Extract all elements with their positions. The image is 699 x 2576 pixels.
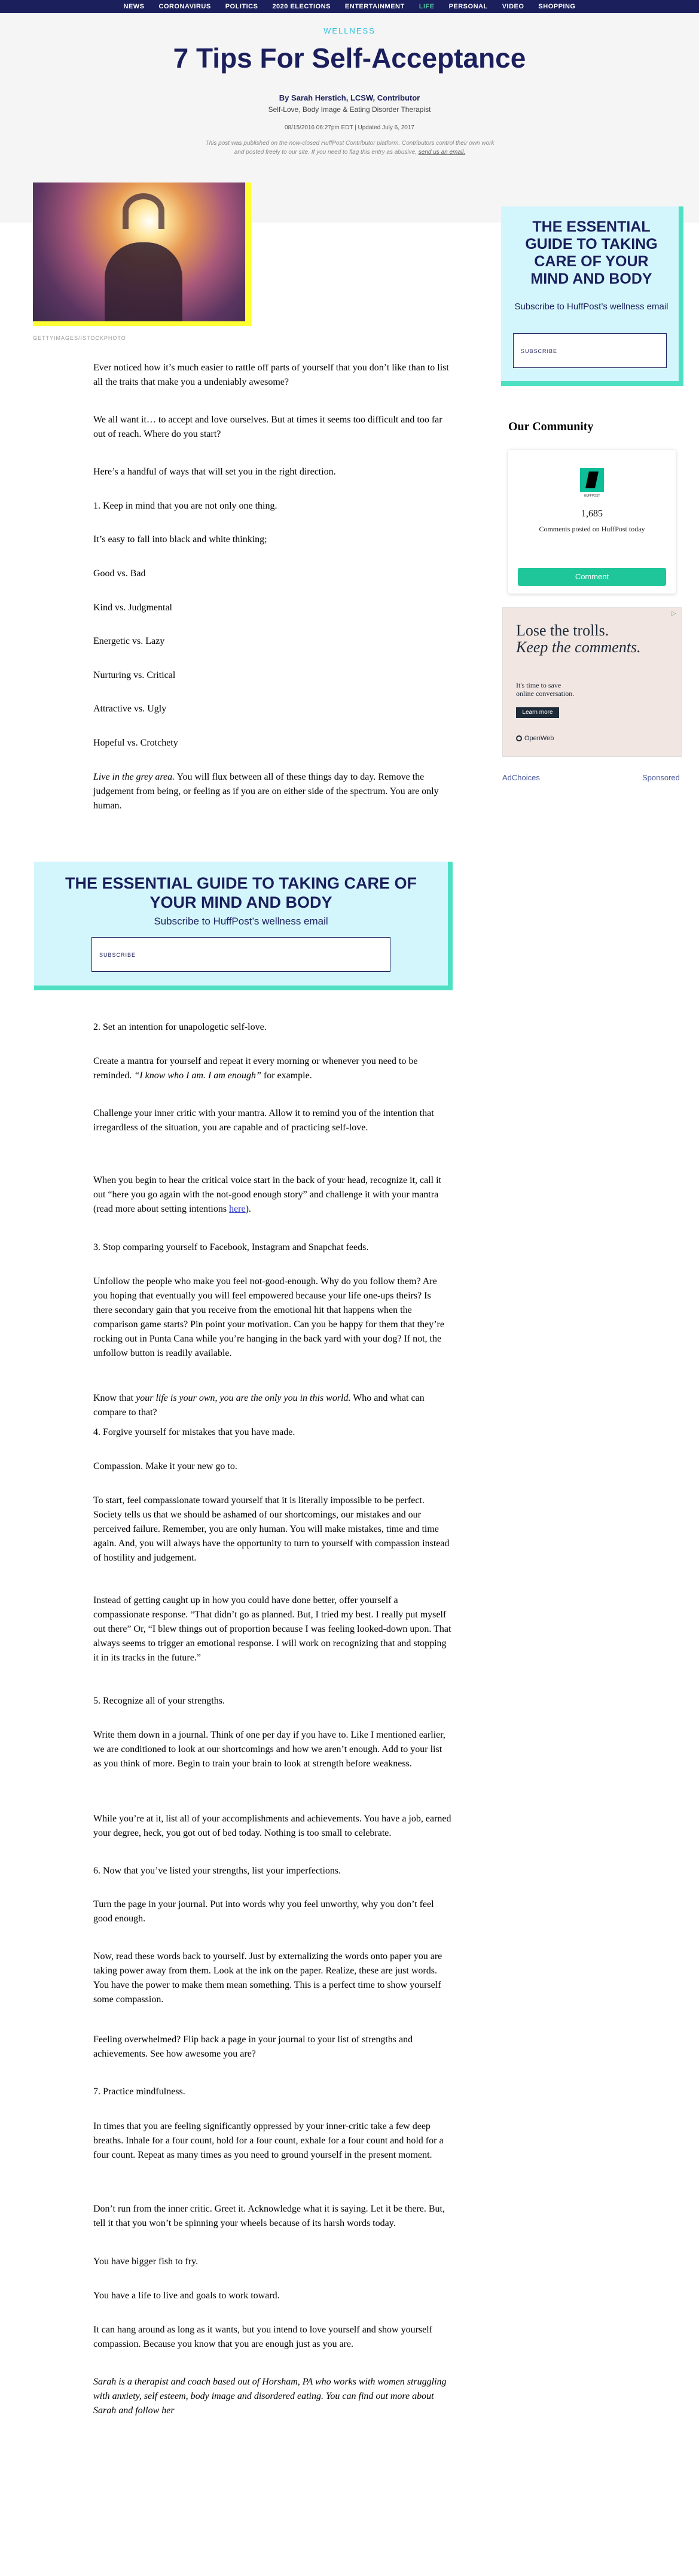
paragraph: Know that your life is your own, you are the only you in this world. Who and what can compare to that? <box>93 1393 425 1418</box>
huffpost-logo-icon <box>580 468 604 492</box>
list-heading: 1. Keep in mind that you are not only one thing. <box>93 501 277 511</box>
list-heading: 3. Stop comparing yourself to Facebook, Instagram and Snapchat feeds. <box>93 1242 369 1252</box>
nav-item-2020-elections[interactable]: 2020 ELECTIONS <box>272 3 331 10</box>
paragraph: Turn the page in your journal. Put into words why you feel unworthy, why you don’t feel good enough. <box>93 1899 434 1924</box>
hero-image-frame <box>33 183 251 326</box>
disclaimer-line-2: and posted freely to our site. If you need to flag this entry as abusive, <box>234 149 417 156</box>
paragraph: Ever noticed how it’s much easier to rattle off parts of yourself that you don’t like than to list all the traits that make you a undeniably awesome? <box>93 363 449 387</box>
list-item: Good vs. Bad <box>93 568 146 579</box>
list-item: Attractive vs. Ugly <box>93 704 167 714</box>
openweb-logo-icon <box>516 735 522 741</box>
paragraph: Don’t run from the inner critic. Greet it. Acknowledge what it is saying. Let it be there. But, tell it that you won’t be spinning your wheels because of its harsh words today. <box>93 2204 445 2228</box>
nav-item-personal[interactable]: PERSONAL <box>448 3 488 10</box>
paragraph: You have a life to live and goals to work toward. <box>93 2291 280 2301</box>
inline-newsletter-subtitle: Subscribe to HuffPost’s wellness email <box>154 916 328 927</box>
sidebar-newsletter-email-input[interactable]: SUBSCRIBE <box>513 333 667 368</box>
paragraph: Feeling overwhelmed? Flip back a page in your journal to your list of strengths and achievements. See how awesome you are? <box>93 2034 413 2059</box>
paragraph: Unfollow the people who make you feel not-good-enough. Why do you follow them? Are you hoping that eventually you will feel empowered because your life one-ups theirs? Is there secondary gain that you receive from the emotional hit that happens when the comparison game starts? Pin point your motivation. Can you be happy for them that they’re rocking out in Punta Cana while you’re hanging in the back yard with your dog? If not, the unfollow button is readily available. <box>93 1276 444 1358</box>
paragraph: You have bigger fish to fry. <box>93 2256 199 2267</box>
intentions-link[interactable]: here <box>229 1204 246 1214</box>
paragraph: Here’s a handful of ways that will set you in the right direction. <box>93 467 336 477</box>
hero-image <box>33 183 245 321</box>
paragraph: To start, feel compassionate toward yourself that it is literally impossible to be perfect. Society tells us that we should be ashamed of our shortcomings, our mistakes and our perceived failure. Remember, you are only human. You will make mistakes, time and time again. And, you will always have the opportunity to turn to yourself with compassion instead of hostility and judgement. <box>93 1495 450 1563</box>
email-link[interactable]: send us an email. <box>418 149 466 156</box>
paragraph: Now, read these words back to yourself. Just by externalizing the words onto paper you are taking power away from them. Look at the ink on the paper. Realize, these are just words. You have the power to make them mean something. This is a perfect time to show yourself some compassion. <box>93 1951 442 2005</box>
huffpost-logo-mark <box>585 472 599 488</box>
author-description: Self-Love, Body Image & Eating Disorder Therapist <box>268 105 431 114</box>
sidebar-newsletter-subtitle: Subscribe to HuffPost’s wellness email <box>514 302 669 312</box>
paragraph: Write them down in a journal. Think of one per day if you have to. Like I mentioned earlier, we are conditioned to look at our shortcomings and how we aren’t enough. Add to your list as you think of more. Begin to train your brain to look at strength before weakness. <box>93 1730 445 1769</box>
list-item: Hopeful vs. Crotchety <box>93 738 178 748</box>
page-title: 7 Tips For Self-Acceptance <box>173 42 526 74</box>
section-label[interactable]: WELLNESS <box>323 26 376 35</box>
emphasis: your life is your own, you are the only you in this world. <box>136 1393 351 1403</box>
contributor-disclaimer <box>167 139 532 157</box>
sidebar-newsletter-title: THE ESSENTIAL GUIDE TO TAKING CARE OF YOUR MIND AND BODY <box>525 218 658 287</box>
nav-item-video[interactable]: VIDEO <box>502 3 524 10</box>
paragraph: When you begin to hear the critical voice start in the back of your head, recognize it, call it out “here you go again with the not-good enough story” and challenge it with your mantra (read more about setting intentions here). <box>93 1175 441 1214</box>
inline-newsletter-email-input[interactable]: SUBSCRIBE <box>91 937 390 972</box>
paragraph: Live in the grey area. You will flux between all of these things day to day. Remove the judgement from being, or feeling as if you are on either side of the spectrum. You are only human. <box>93 772 439 811</box>
top-nav <box>0 0 699 13</box>
paragraph: Instead of getting caught up in how you could have done better, offer yourself a compassionate response. “That didn’t go as planned. But, I tried my best. I really put myself out there” Or, “I blew things out of proportion because I was feeling looked-down upon. That always seems to trigger an emotional response. I will work on recognizing that and stopping it in its tracks in the future.” <box>93 1595 451 1663</box>
heart-hands-shape <box>123 193 164 229</box>
list-heading: 7. Practice mindfulness. <box>93 2087 185 2097</box>
nav-item-entertainment[interactable]: ENTERTAINMENT <box>344 3 405 10</box>
list-heading: 5. Recognize all of your strengths. <box>93 1696 225 1706</box>
sponsored-label: Sponsored <box>642 773 680 782</box>
nav-item-news[interactable]: NEWS <box>123 3 145 10</box>
paragraph: Create a mantra for yourself and repeat it every morning or whenever you need to be reminded. “I know who I am. I am enough” for example. <box>93 1056 418 1081</box>
huffpost-logo-text: HUFFPOST <box>584 494 600 498</box>
paragraph: It’s easy to fall into black and white thinking; <box>93 534 267 545</box>
openweb-logo: OpenWeb <box>516 735 554 742</box>
list-item: Kind vs. Judgmental <box>93 603 172 613</box>
adchoices-link[interactable]: AdChoices <box>502 773 540 782</box>
list-heading: 4. Forgive yourself for mistakes that you have made. <box>93 1427 295 1437</box>
comment-button[interactable]: Comment <box>518 568 666 586</box>
nav-item-coronavirus[interactable]: CORONAVIRUS <box>158 3 211 10</box>
inline-newsletter <box>34 862 453 990</box>
ad-learn-more-button[interactable]: Learn more <box>516 707 559 718</box>
list-item: Energetic vs. Lazy <box>93 636 165 646</box>
sidebar-newsletter <box>501 206 683 386</box>
inline-newsletter-title: THE ESSENTIAL GUIDE TO TAKING CARE OF YOUR MIND AND BODY <box>65 874 417 911</box>
author-bio: Sarah is a therapist and coach based out of Horsham, PA who works with women struggling with anxiety, self esteem, body image and disordered eating. You can find out more about Sarah and follow her <box>93 2377 447 2416</box>
nav-item-politics[interactable]: POLITICS <box>225 3 258 10</box>
photo-credit: GETTYIMAGES/ISTOCKPHOTO <box>33 335 126 341</box>
emphasis: “I know who I am. I am enough” <box>134 1070 261 1081</box>
paragraph: It can hang around as long as it wants, but you intend to love yourself and show yourself compassion. Because you know that you are enough just as you are. <box>93 2325 432 2349</box>
paragraph: Compassion. Make it your new go to. <box>93 1461 237 1471</box>
nav-item-shopping[interactable]: SHOPPING <box>538 3 576 10</box>
sidebar-newsletter-card <box>501 206 679 381</box>
ad-info-icon[interactable]: ▷ <box>671 610 676 617</box>
nav-item-life[interactable]: LIFE <box>419 3 435 10</box>
ad-headline: Lose the trolls. Keep the comments. <box>516 622 641 656</box>
author-byline[interactable]: By Sarah Herstich, LCSW, Contributor <box>279 93 420 102</box>
paragraph: While you’re at it, list all of your accomplishments and achievements. You have a job, earned your degree, heck, you got out of bed today. Nothing is too small to celebrate. <box>93 1814 451 1838</box>
list-heading: 6. Now that you’ve listed your strengths, list your imperfections. <box>93 1866 341 1876</box>
publish-dates: 08/15/2016 06:27pm EDT | Updated July 6, 2017 <box>284 124 414 131</box>
community-card <box>508 450 676 594</box>
list-heading: 2. Set an intention for unapologetic self-love. <box>93 1022 267 1032</box>
paragraph: In times that you are feeling significantly oppressed by your inner-critic take a few deep breaths. Inhale for a four count, hold for a four count, exhale for a four count and hold for a four count. Repeat as many times as you need to ground yourself in the present moment. <box>93 2121 444 2160</box>
paragraph: We all want it… to accept and love ourselves. But at times it seems too difficult and too far out of reach. Where do you start? <box>93 415 442 439</box>
inline-newsletter-card <box>34 862 448 986</box>
ad-copy: It's time to save online conversation. <box>516 681 575 698</box>
community-title: Our Community <box>508 420 594 433</box>
list-item: Nurturing vs. Critical <box>93 670 176 680</box>
emphasis: Live in the grey area. <box>93 772 175 782</box>
comment-count: 1,685 <box>581 509 603 519</box>
comment-count-label: Comments posted on HuffPost today <box>539 525 645 533</box>
paragraph: Challenge your inner critic with your mantra. Allow it to remind you of the intention that irregardless of the situation, you are capable and of practicing self-love. <box>93 1108 434 1133</box>
disclaimer-line-1: This post was published on the now-closed HuffPost Contributor platform. Contributors control their own work <box>205 140 495 147</box>
person-silhouette <box>105 242 182 321</box>
openweb-ad[interactable] <box>502 607 682 757</box>
